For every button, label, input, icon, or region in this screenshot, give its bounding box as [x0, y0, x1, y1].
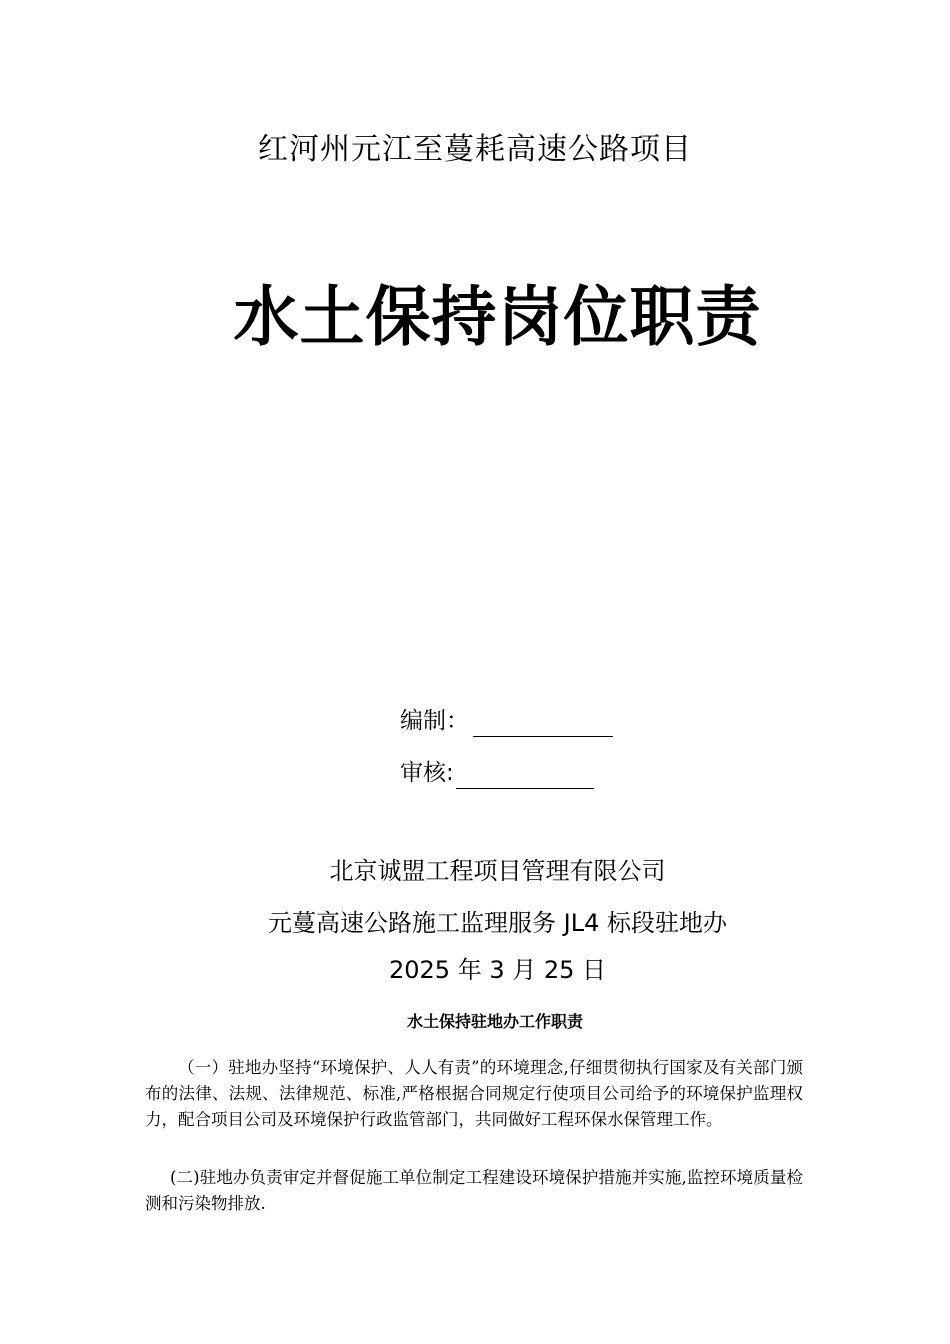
document-date: 2025 年 3 月 25 日: [388, 956, 607, 984]
reviewed-by-line: [400, 757, 594, 789]
document-title: 水土保持岗位职责: [233, 280, 762, 355]
project-title: 红河州元江至蔓耗高速公路项目: [258, 132, 692, 167]
compiled-by-label: 编制：: [400, 708, 469, 734]
reviewed-by-blank: [456, 764, 594, 789]
paragraph-2: (二)驻地办负责审定并督促施工单位制定工程建设环境保护措施并实施,监控环境质量检测和污染物排放.: [145, 1168, 803, 1213]
section-title: 水土保持驻地办工作职责: [406, 1012, 583, 1031]
company-name: 北京诚盟工程项目管理有限公司: [329, 857, 666, 885]
paragraph-1: （一）驻地办坚持“环境保护、人人有责”的环境理念,仔细贯彻执行国家及有关部门颁布的法律、法规、法律规范、标准,严格根据合同规定行使项目公司给予的环境保护监理权力，配合项目公司及环境保护行政监管部门，共同做好工程环保水保管理工作。: [145, 1058, 803, 1129]
compiled-by-line: [400, 705, 613, 737]
reviewed-by-label: 审核:: [400, 760, 454, 786]
compiled-by-blank: [473, 712, 613, 737]
office-name: 元蔓高速公路施工监理服务 JL4 标段驻地办: [268, 909, 727, 937]
